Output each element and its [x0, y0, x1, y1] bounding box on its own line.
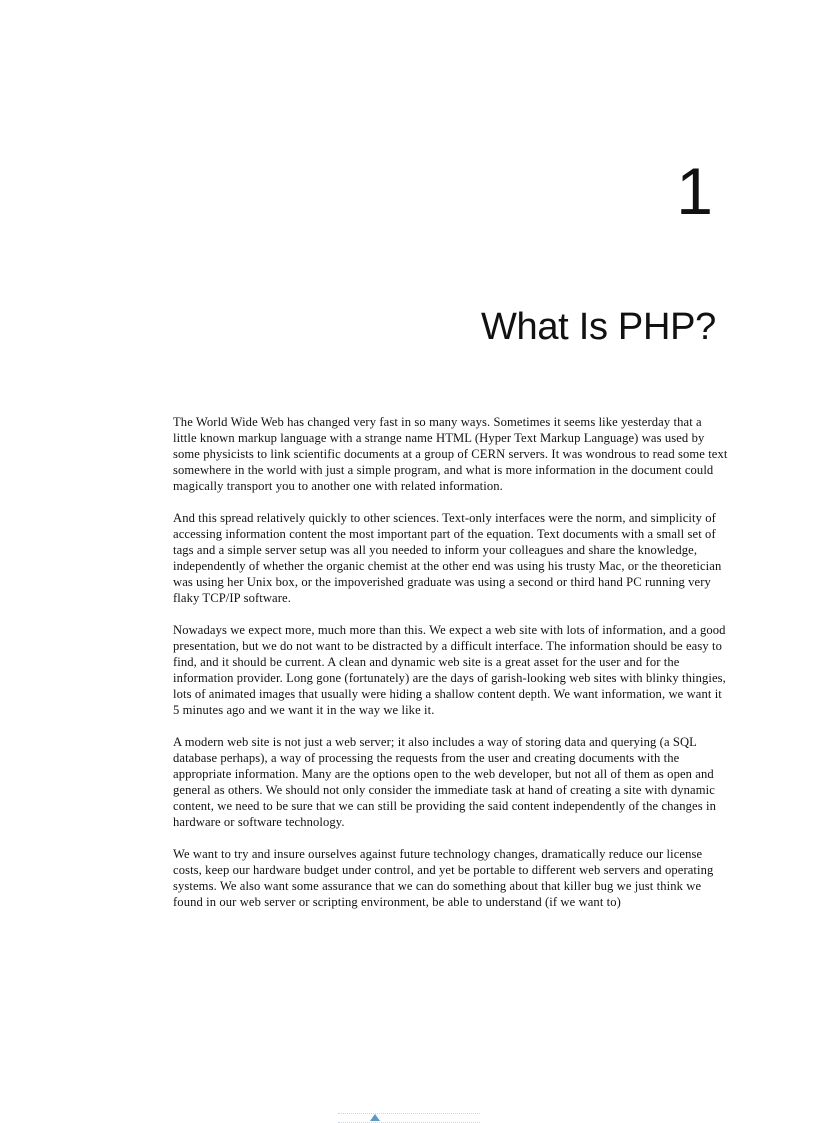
paragraph: A modern web site is not just a web server; it also includes a way of storing data and querying (a SQL database perhaps), a way of processing the requests from the user and creating documents with the appropriate information. Many are the options open to the web developer, but not all of them as open and general as others. We should not only consider the immediate task at hand of creating a site with dynamic content, we need to be sure that we can still be providing the said content independently of the changes in hardware or software technology. [173, 735, 716, 829]
chapter-title: What Is PHP? [480, 306, 716, 348]
body-text [173, 414, 728, 926]
paragraph: And this spread relatively quickly to other sciences. Text-only interfaces were the norm, and simplicity of accessing information content the most important part of the equation. Text documents with a small set of tags and a simple server setup was all you needed to inform your colleagues and share the knowledge, independently of whether the organic chemist at the other end was using his trusty Mac, or the theoretician was using her Unix box, or the impoverished graduate was using a second or third hand PC running very flaky TCP/IP software. [173, 511, 722, 605]
triangle-icon [370, 1114, 380, 1121]
paragraph: We want to try and insure ourselves against future technology changes, dramatically reduce our license costs, keep our hardware budget under control, and yet be portable to different web servers and operating systems. We also want some assurance that we can do something about that killer bug we just think we found in our web server or scripting environment, be able to understand (if we want to) [173, 847, 714, 909]
footer-watermark-mark [338, 1113, 480, 1123]
paragraph: Nowadays we expect more, much more than this. We expect a web site with lots of information, and a good presentation, but we do not want to be distracted by a difficult interface. The information should be easy to find, and it should be current. A clean and dynamic web site is a great asset for the user and for the information provider. Long gone (fortunately) are the days of garish-looking web sites with blinky thingies, lots of animated images that usually were hiding a shallow content depth. We want information, we want it 5 minutes ago and we want it in the way we like it. [173, 623, 726, 717]
paragraph: The World Wide Web has changed very fast in so many ways. Sometimes it seems like yesterday that a little known markup language with a strange name HTML (Hyper Text Markup Language) was used by some physicists to link scientific documents at a group of CERN servers. It was wondrous to read some text somewhere in the world with just a simple program, and what is more information in the document could magically transport you to another one with related information. [173, 415, 728, 493]
chapter-number: 1 [676, 154, 713, 228]
